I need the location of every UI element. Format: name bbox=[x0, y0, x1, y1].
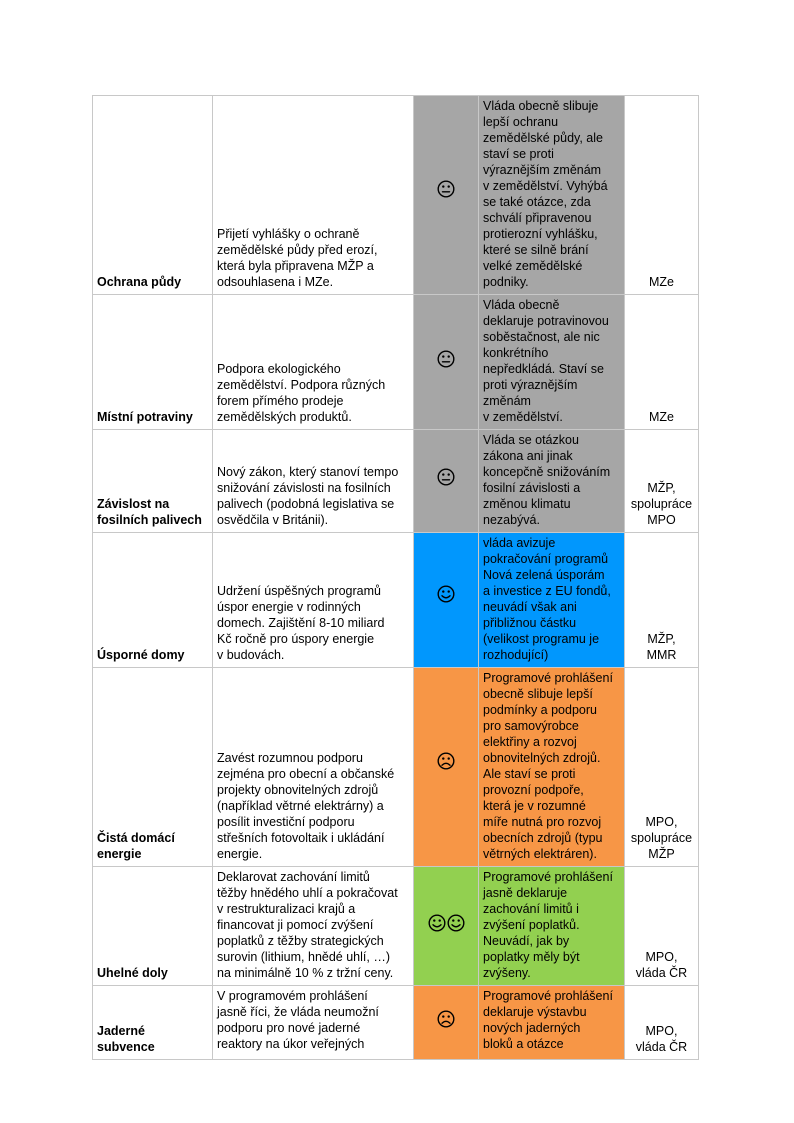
text-line: zejména pro obecní a občanské bbox=[217, 767, 395, 781]
assessment-cell bbox=[479, 96, 625, 295]
text-line: MMR bbox=[646, 648, 677, 662]
text-line: deklaruje potravinovou bbox=[483, 314, 609, 328]
text-line: Uhelné doly bbox=[97, 966, 168, 980]
text-line: Nová zelená úsporám bbox=[483, 568, 605, 582]
text-line: Přijetí vyhlášky o ochraně bbox=[217, 227, 360, 241]
text-line: Čistá domácí bbox=[97, 831, 175, 845]
table-row bbox=[93, 430, 699, 533]
text-line: MPO, bbox=[645, 815, 678, 829]
text-line: spolupráce bbox=[630, 831, 693, 845]
text-line: fosilní závislosti a bbox=[483, 481, 581, 495]
text-line: poplatky měly být bbox=[483, 950, 580, 964]
responsible-cell bbox=[625, 430, 699, 533]
text-line: financovat ji pomocí zvýšení bbox=[217, 918, 374, 932]
topic-cell bbox=[93, 867, 213, 986]
text-line: konkrétního bbox=[483, 346, 549, 360]
assessment-cell bbox=[479, 668, 625, 867]
text-line: pokračování programů bbox=[483, 552, 609, 566]
text-line: větrných elektráren). bbox=[483, 847, 597, 861]
text-line: forem přímého prodeje bbox=[217, 394, 344, 408]
responsible-cell bbox=[625, 533, 699, 668]
text-line: jasně deklaruje bbox=[483, 886, 568, 900]
text-line: podporu pro nové jaderné bbox=[217, 1021, 361, 1035]
topic-cell bbox=[93, 668, 213, 867]
text-line: zemědělské půdy, ale bbox=[483, 131, 603, 145]
text-line: v budovách. bbox=[217, 648, 285, 662]
assessment-cell bbox=[479, 295, 625, 430]
text-line: vláda ČR bbox=[635, 966, 688, 980]
text-line: lepší ochranu bbox=[483, 115, 559, 129]
table-row bbox=[93, 986, 699, 1060]
proposal-cell bbox=[213, 533, 414, 668]
text-line: obecně slibuje lepší bbox=[483, 687, 593, 701]
text-line: zvýšení poplatků. bbox=[483, 918, 580, 932]
text-line: výraznějším změnám bbox=[483, 163, 602, 177]
policy-table bbox=[92, 95, 699, 1060]
text-line: posílit investiční podporu bbox=[217, 815, 355, 829]
text-line: proti výraznějším bbox=[483, 378, 578, 392]
text-line: a investice z EU fondů, bbox=[483, 584, 611, 598]
topic-cell bbox=[93, 533, 213, 668]
rating-cell bbox=[414, 668, 479, 867]
proposal-cell bbox=[213, 867, 414, 986]
text-line: MPO bbox=[647, 513, 676, 527]
responsible-cell bbox=[625, 867, 699, 986]
double-smiley-face-icon bbox=[428, 914, 465, 932]
proposal-cell bbox=[213, 986, 414, 1060]
text-line: zemědělství. Podpora různých bbox=[217, 378, 386, 392]
rating-cell bbox=[414, 96, 479, 295]
table-row bbox=[93, 96, 699, 295]
responsible-cell bbox=[625, 295, 699, 430]
text-line: Neuvádí, jak by bbox=[483, 934, 570, 948]
text-line: změnou klimatu bbox=[483, 497, 571, 511]
text-line: Podpora ekologického bbox=[217, 362, 341, 376]
text-line: se také otázce, zda bbox=[483, 195, 591, 209]
text-line: vláda avizuje bbox=[483, 536, 556, 550]
table-row bbox=[93, 533, 699, 668]
proposal-cell bbox=[213, 668, 414, 867]
text-line: Programové prohlášení bbox=[483, 870, 613, 884]
table-row bbox=[93, 295, 699, 430]
text-line: v zemědělství. bbox=[483, 410, 563, 424]
text-line: V programovém prohlášení bbox=[217, 989, 368, 1003]
text-line: obecních zdrojů (typu bbox=[483, 831, 603, 845]
text-line: Vláda se otázkou bbox=[483, 433, 579, 447]
text-line: odsouhlasena i MZe. bbox=[217, 275, 334, 289]
text-line: Kč ročně pro úspory energie bbox=[217, 632, 375, 646]
table-row bbox=[93, 867, 699, 986]
responsible-cell bbox=[625, 986, 699, 1060]
text-line: těžby hnědého uhlí a pokračovat bbox=[217, 886, 398, 900]
text-line: zemědělské půdy před erozí, bbox=[217, 243, 378, 257]
text-line: fosilních palivech bbox=[97, 513, 202, 527]
text-line: Udržení úspěšných programů bbox=[217, 584, 381, 598]
rating-cell bbox=[414, 867, 479, 986]
text-line: přibližnou částku bbox=[483, 616, 577, 630]
topic-cell bbox=[93, 295, 213, 430]
responsible-cell bbox=[625, 96, 699, 295]
text-line: projekty obnovitelných zdrojů bbox=[217, 783, 379, 797]
text-line: soběstačnost, ale nic bbox=[483, 330, 600, 344]
text-line: MZe bbox=[649, 275, 674, 289]
assessment-cell bbox=[479, 986, 625, 1060]
text-line: reaktory na úkor veřejných bbox=[217, 1037, 365, 1051]
assessment-cell bbox=[479, 867, 625, 986]
text-line: protierozní vyhlášku, bbox=[483, 227, 598, 241]
sad-face-icon bbox=[437, 752, 455, 770]
topic-cell bbox=[93, 986, 213, 1060]
text-line: Vláda obecně bbox=[483, 298, 560, 312]
text-line: Programové prohlášení bbox=[483, 989, 613, 1003]
responsible-cell bbox=[625, 668, 699, 867]
proposal-cell bbox=[213, 295, 414, 430]
text-line: Úsporné domy bbox=[97, 648, 185, 662]
text-line: změnám bbox=[483, 394, 531, 408]
rating-cell bbox=[414, 986, 479, 1060]
text-line: neuvádí však ani bbox=[483, 600, 577, 614]
text-line: MPO, bbox=[645, 950, 678, 964]
text-line: míře nutná pro rozvoj bbox=[483, 815, 602, 829]
neutral-face-icon bbox=[437, 350, 455, 368]
text-line: která byla připravena MŽP a bbox=[217, 259, 374, 273]
text-line: energie. bbox=[217, 847, 263, 861]
text-line: jasně říci, že vláda neumožní bbox=[217, 1005, 379, 1019]
text-line: MPO, bbox=[645, 1024, 678, 1038]
text-line: Deklarovat zachování limitů bbox=[217, 870, 370, 884]
text-line: domech. Zajištění 8-10 miliard bbox=[217, 616, 385, 630]
text-line: MZe bbox=[649, 410, 674, 424]
rating-cell bbox=[414, 430, 479, 533]
text-line: v restrukturalizaci krajů a bbox=[217, 902, 356, 916]
text-line: Programové prohlášení bbox=[483, 671, 613, 685]
text-line: Místní potraviny bbox=[97, 410, 193, 424]
text-line: Jaderné bbox=[97, 1024, 145, 1038]
text-line: střešních fotovoltaik i ukládání bbox=[217, 831, 385, 845]
smiley-face-icon bbox=[437, 585, 455, 603]
text-line: osvědčila v Británii). bbox=[217, 513, 329, 527]
text-line: deklaruje výstavbu bbox=[483, 1005, 587, 1019]
text-line: MŽP bbox=[648, 847, 675, 861]
text-line: nepředkládá. Staví se bbox=[483, 362, 604, 376]
text-line: Zavést rozumnou podporu bbox=[217, 751, 363, 765]
assessment-cell bbox=[479, 430, 625, 533]
text-line: (například větrné elektrárny) a bbox=[217, 799, 384, 813]
text-line: zákona ani jinak bbox=[483, 449, 573, 463]
text-line: schválí připravenou bbox=[483, 211, 592, 225]
topic-cell bbox=[93, 96, 213, 295]
text-line: koncepčně snižováním bbox=[483, 465, 611, 479]
text-line: bloků a otázce bbox=[483, 1037, 564, 1051]
text-line: MŽP, bbox=[647, 481, 676, 495]
text-line: v zemědělství. Vyhýbá bbox=[483, 179, 608, 193]
text-line: podniky. bbox=[483, 275, 529, 289]
text-line: nezabývá. bbox=[483, 513, 540, 527]
text-line: surovin (lithium, hnědé uhlí, …) bbox=[217, 950, 390, 964]
neutral-face-icon bbox=[437, 180, 455, 198]
text-line: spolupráce bbox=[630, 497, 693, 511]
text-line: (velikost programu je bbox=[483, 632, 600, 646]
text-line: podmínky a podporu bbox=[483, 703, 597, 717]
text-line: velké zemědělské bbox=[483, 259, 583, 273]
text-line: úspor energie v rodinných bbox=[217, 600, 361, 614]
text-line: pro samovýrobce bbox=[483, 719, 579, 733]
rating-cell bbox=[414, 295, 479, 430]
topic-cell bbox=[93, 430, 213, 533]
rating-cell bbox=[414, 533, 479, 668]
text-line: na minimálně 10 % z tržní ceny. bbox=[217, 966, 394, 980]
assessment-cell bbox=[479, 533, 625, 668]
text-line: staví se proti bbox=[483, 147, 554, 161]
text-line: které se silně brání bbox=[483, 243, 589, 257]
text-line: zemědělských produktů. bbox=[217, 410, 352, 424]
text-line: Nový zákon, který stanoví tempo bbox=[217, 465, 399, 479]
neutral-face-icon bbox=[437, 468, 455, 486]
text-line: provozní podpoře, bbox=[483, 783, 584, 797]
text-line: poplatků z těžby strategických bbox=[217, 934, 384, 948]
proposal-cell bbox=[213, 430, 414, 533]
text-line: obnovitelných zdrojů. bbox=[483, 751, 601, 765]
text-line: Ochrana půdy bbox=[97, 275, 182, 289]
text-line: MŽP, bbox=[647, 632, 676, 646]
sad-face-icon bbox=[437, 1010, 455, 1028]
table-row bbox=[93, 668, 699, 867]
text-line: vláda ČR bbox=[635, 1040, 688, 1054]
text-line: elektřiny a rozvoj bbox=[483, 735, 577, 749]
text-line: Vláda obecně slibuje bbox=[483, 99, 599, 113]
text-line: zachování limitů i bbox=[483, 902, 579, 916]
text-line: subvence bbox=[97, 1040, 155, 1054]
text-line: palivech (podobná legislativa se bbox=[217, 497, 395, 511]
text-line: Závislost na bbox=[97, 497, 170, 511]
text-line: Ale staví se proti bbox=[483, 767, 576, 781]
text-line: nových jaderných bbox=[483, 1021, 581, 1035]
text-line: zvýšeny. bbox=[483, 966, 531, 980]
text-line: snižování závislosti na fosilních bbox=[217, 481, 391, 495]
text-line: energie bbox=[97, 847, 142, 861]
text-line: která je v rozumné bbox=[483, 799, 586, 813]
proposal-cell bbox=[213, 96, 414, 295]
text-line: rozhodující) bbox=[483, 648, 549, 662]
